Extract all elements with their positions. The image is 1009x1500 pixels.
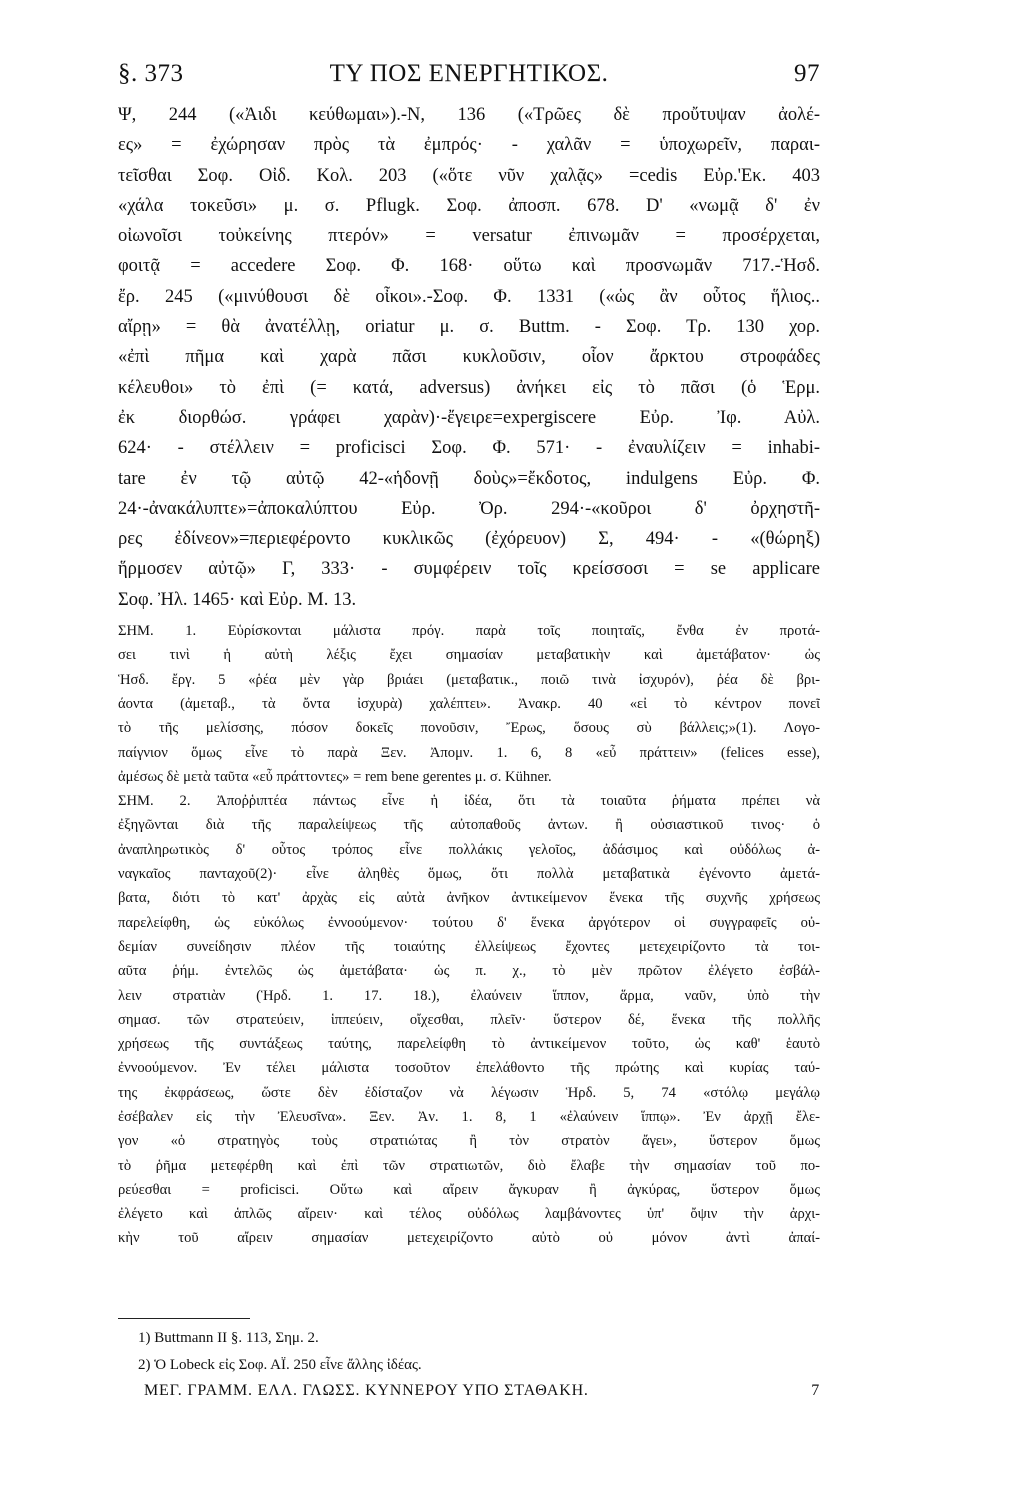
note-line: ἐσέβαλεν εἰς τὴν Ἐλευσῖνα». Ξεν. Ἀν. 1. 8, 1 «ἐλαύνειν ἵππῳ». Ἐν ἀρχῇ ἔλε- [118, 1108, 820, 1125]
note-line: παρελείφθη, ὡς εὐκόλως ἐννοούμενον· τούτου δ' ἕνεκα ἀργότερον οἱ συγγραφεῖς οὐ- [118, 914, 820, 931]
note-line: ἐξηγῶνται διὰ τῆς παραλείψεως τῆς αὐτοπαθοῦς ἀντων. ἢ οὐσιαστικοῦ τινος· ὁ [118, 817, 820, 834]
text-line: τεῖσθαι Σοφ. Οἰδ. Κολ. 203 («ὅτε νῦν χαλᾷς» =cedis Εὐρ.'Εκ. 403 [118, 165, 820, 186]
footnote-2: 2) Ὁ Lobeck εἰς Σοφ. ΑΪ. 250 εἶνε ἄλλης ἰδέας. [138, 1357, 422, 1373]
page-number: 97 [794, 60, 820, 87]
text-line: 624· - στέλλειν = proficisci Σοφ. Φ. 571· - ἐναυλίζειν = inhabi- [118, 438, 820, 459]
note-line: βατα, διότι τὸ κατ' ἀρχὰς εἰς αὐτὰ ἀνῆκον ἀντικείμενον ἕνεκα τῆς συχνῆς χρήσεως [118, 890, 820, 907]
page-body [118, 100, 820, 1251]
note-line: τὸ ῥῆμα μετεφέρθη καὶ ἐπὶ τῶν στρατιωτῶν, διὸ ἔλαβε τὴν σημασίαν τοῦ πο- [118, 1157, 820, 1174]
note-line: ρεύεσθαι = proficisci. Οὕτω καὶ αἴρειν ἄγκυραν ἢ ἀγκύρας, ὕστερον ὅμως [118, 1181, 820, 1198]
text-line: tare ἐν τῷ αὐτῷ 42-«ἡδονῇ δοὺς»=ἔκδοτος, indulgens Εὐρ. Φ. [118, 468, 820, 489]
note-2 [118, 789, 820, 1251]
note-line: ἐννοούμενον. Ἐν τέλει μάλιστα τοσοῦτον ἐπελάθοντο τῆς πρώτης καὶ κυρίας ταύ- [118, 1060, 820, 1077]
note-line: ΣΗΜ. 2. Ἀποῤῥιπτέα πάντως εἶνε ἡ ἰδέα, ὅτι τὰ τοιαῦτα ῥήματα πρέπει νὰ [118, 793, 820, 810]
note-line: ΣΗΜ. 1. Εὑρίσκονται μάλιστα πρόγ. παρὰ τοῖς ποιηταῖς, ἔνθα ἐν προτά- [118, 623, 820, 640]
text-line: Ψ, 244 («Ἀιδι κεύθωμαι»).-Ν, 136 («Τρῶες δὲ προὔτυψαν ἀολέ- [118, 105, 820, 125]
text-line: 24·-ἀνακάλυπτε»=ἀποκαλύπτου Εὐρ. Ὀρ. 294·-«κοῦροι δ' ὀρχηστῆ- [118, 498, 820, 519]
text-line: Σοφ. Ἠλ. 1465· καὶ Εὐρ. Μ. 13. [118, 589, 357, 610]
note-line: ἀμέσως δὲ μετὰ ταῦτα «εὖ πράττοντες» = rem bene gerentes μ. σ. Kühner. [118, 768, 552, 785]
note-line: σει τινὶ ἡ αὐτὴ λέξις ἔχει σημασίαν μεταβατικὴν καὶ ἀμετάβατον· ὡς [118, 647, 820, 664]
section-reference: §. 373 [118, 60, 184, 87]
running-header [118, 60, 820, 96]
page-title: ΤΥ ΠΟΣ ΕΝΕΡΓΗΤΙΚΟΣ. [329, 60, 609, 87]
note-line: τὸ τῆς μελίσσης, πόσον δοκεῖς πονοῦσιν, Ἔρως, ὅσους σὺ βάλλεις;»(1). Λογο- [118, 720, 820, 737]
text-line: ἐκ διορθώσ. γράφει χαρὰν)·-ἔγειρε=expergiscere Εὐρ. Ἰφ. Αὐλ. [118, 407, 820, 428]
note-line: σημασ. τῶν στρατεύειν, ἱππεύειν, οἴχεσθαι, πλεῖν· ὕστερον δέ, ἕνεκα τῆς πολλῆς [118, 1011, 820, 1028]
footnote-rule [118, 1318, 250, 1319]
signature-text: ΜΕΓ. ΓΡΑΜΜ. ΕΛΛ. ΓΛΩΣΣ. ΚΥΝΝΕΡΟΥ ΥΠΟ ΣΤΑΘΑΚΗ. [144, 1382, 589, 1399]
text-line: ρες ἐδίνεον»=περιεφέροντο κυκλικῶς (ἐχόρευον) Σ, 494· - «(θώρηξ) [118, 529, 820, 550]
note-line: Ἡσδ. ἔργ. 5 «ῥέα μὲν γὰρ βριάει (μεταβατικ., ποιῶ τινὰ ἰσχυρόν), ῥέα δὲ βρι- [118, 671, 820, 688]
note-line: χρήσεως τῆς συντάξεως ταύτης, παρελείφθη τὸ ἀντικείμενον τοῦτο, ὡς καθ' ἑαυτὸ [118, 1036, 820, 1053]
sheet-number: 7 [811, 1382, 820, 1399]
text-line: ἔρ. 245 («μινύθουσι δὲ οἶκοι».-Σοφ. Φ. 1331 («ὡς ἂν οὗτος ἥλιος.. [118, 286, 820, 307]
note-line: άοντα (ἀμεταβ., τὰ ὄντα ἰσχυρὰ) χαλέπτει». Ἀνακρ. 40 «εἰ τὸ κέντρον πονεῖ [118, 695, 820, 712]
text-line: αἴρῃ» = θὰ ἀνατέλλῃ, oriatur μ. σ. Buttm. - Σοφ. Τρ. 130 χορ. [118, 317, 820, 338]
note-line: γον «ὁ στρατηγὸς τοὺς στρατιώτας ἢ τὸν στρατὸν ἄγει», ὕστερον ὅμως [118, 1133, 820, 1150]
note-line: της ἐκφράσεως, ὥστε δὲν ἐδίσταζον νὰ λέγωσιν Ἡρδ. 5, 74 «στόλῳ μεγάλῳ [118, 1084, 820, 1101]
text-line: οἰωνοῖσι τοὐκείνης πτερόν» = versatur ἐπινωμᾶν = προσέρχεται, [118, 226, 820, 247]
note-line: δεμίαν συνείδησιν πλέον τῆς τοιαύτης ἐλλείψεως ἔχοντες μετεχειρίζοντο τὰ τοι- [118, 938, 820, 955]
text-line: φοιτᾷ = accedere Σοφ. Φ. 168· οὕτω καὶ προσνωμᾶν 717.-Ἡσδ. [118, 256, 820, 277]
text-line: ες» = ἐχώρησαν πρὸς τὰ ἐμπρός· - χαλᾶν = ὑποχωρεῖν, παραι- [118, 135, 820, 156]
text-line: ἥρμοσεν αὐτῷ» Γ, 333· - συμφέρειν τοῖς κρείσσοσι = se applicare [118, 559, 820, 580]
note-line: ἐλέγετο καὶ ἁπλῶς αἴρειν· καὶ τέλος οὐδόλως λαμβάνοντες ὑπ' ὄψιν τὴν ἀρχι- [118, 1206, 820, 1223]
note-line: ναγκαῖος πανταχοῦ(2)· εἶνε ἀληθὲς ὅμως, ὅτι πολλὰ μεταβατικὰ ἐγένοντο ἀμετά- [118, 866, 820, 883]
footnote-1: 1) Buttmann II §. 113, Σημ. 2. [138, 1330, 319, 1346]
note-line: λειν στρατιὰν (Ἡρδ. 1. 17. 18.), ἐλαύνειν ἵππον, ἅρμα, ναῦν, ὑπὸ τὴν [118, 987, 820, 1004]
note-1 [118, 619, 820, 789]
main-text [118, 100, 820, 615]
text-line: «χάλα τοκεῦσι» μ. σ. Pflugk. Σοφ. ἀποσπ. 678. D' «νωμᾷ δ' ἐν [118, 195, 820, 216]
note-line: ἀναπληρωτικὸς δ' οὗτος τρόπος εἶνε πολλάκις γελοῖος, ἀδάσιμος καὶ οὐδόλως ἀ- [118, 841, 820, 858]
text-line: κέλευθοι» τὸ ἐπὶ (= κατά, adversus) ἀνήκει εἰς τὸ πᾶσι (ὁ Ἑρμ. [118, 377, 820, 398]
note-line: παίγνιον ὅμως εἶνε τὸ παρὰ Ξεν. Ἀπομν. 1. 6, 8 «εὖ πράττειν» (felices esse), [118, 744, 820, 761]
note-line: αῦτα ῥήμ. ἐντελῶς ὡς ἀμετάβατα· ὡς π. χ., τὸ μὲν πρῶτον ἐλέγετο ἐσβάλ- [118, 963, 820, 980]
note-line: κὴν τοῦ αἴρειν σημασίαν μετεχειρίζοντο αὐτὸ οὐ μόνον ἀντὶ ἀπαί- [118, 1230, 820, 1247]
text-line: «ἐπὶ πῆμα καὶ χαρὰ πᾶσι κυκλοῦσιν, οἷον ἄρκτου στροφάδες [118, 347, 820, 368]
